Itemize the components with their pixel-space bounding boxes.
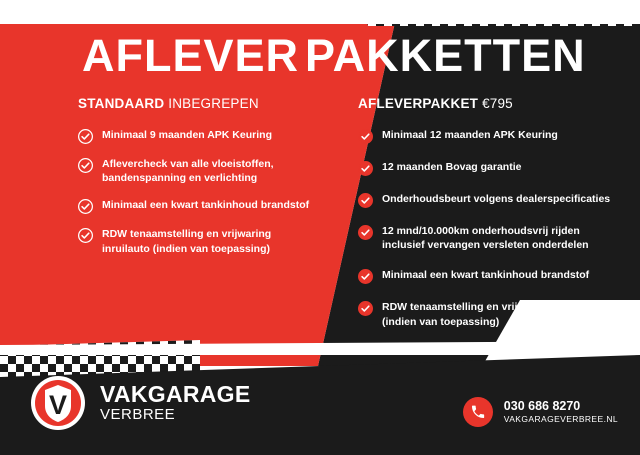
headline-word-one: AFLEVER xyxy=(82,30,300,81)
contact-details xyxy=(504,399,618,426)
list-item xyxy=(78,128,313,144)
list-item xyxy=(358,192,620,208)
list-item xyxy=(358,224,620,252)
list-item-label: RDW tenaamstelling en vrijwaring inruilauto (indien van toepassing) xyxy=(382,301,602,328)
list-item-label: Minimaal 12 maanden APK Keuring xyxy=(382,129,558,141)
phone-icon xyxy=(463,397,493,427)
shield-icon xyxy=(30,375,86,431)
aflever-package-column xyxy=(358,96,620,345)
check-badge-icon xyxy=(78,129,93,144)
check-badge-icon xyxy=(358,193,373,208)
brand-subname: VERBREE xyxy=(100,406,176,424)
list-item xyxy=(358,160,620,176)
list-item-label: Onderhoudsbeurt volgens dealerspecificaties xyxy=(382,193,611,205)
brand-text xyxy=(100,382,251,424)
check-badge-icon xyxy=(358,161,373,176)
list-item-label: Aflevercheck van alle vloeistoffen, bandenspanning en verlichting xyxy=(102,158,274,185)
headline-word-two: PAKKETTEN xyxy=(305,30,586,81)
check-badge-icon xyxy=(78,158,93,173)
standard-title-light: INBEGREPEN xyxy=(168,96,259,111)
top-white-strip xyxy=(0,0,640,24)
list-item-label: 12 mnd/10.000km onderhoudsvrij rijden inclusief vervangen versleten onderdelen xyxy=(382,225,589,252)
standard-title-bold: STANDAARD xyxy=(78,96,165,111)
svg-text:V: V xyxy=(48,390,68,420)
list-item-label: RDW tenaamstelling en vrijwaring inruilauto (indien van toepassing) xyxy=(102,228,272,255)
headline xyxy=(0,26,640,86)
check-badge-icon xyxy=(358,269,373,284)
list-item xyxy=(358,300,620,328)
check-badge-icon xyxy=(78,228,93,243)
list-item xyxy=(78,157,313,185)
check-badge-icon xyxy=(78,199,93,214)
aflever-title-bold: AFLEVERPAKKET xyxy=(358,96,479,111)
standard-package-title xyxy=(78,96,313,111)
list-item-label: Minimaal een kwart tankinhoud brandstof xyxy=(382,269,590,282)
check-badge-icon xyxy=(358,301,373,316)
list-item-label: Minimaal een kwart tankinhoud brandstof xyxy=(102,199,310,212)
contact-block[interactable] xyxy=(463,397,618,427)
list-item-label: Minimaal 9 maanden APK Keuring xyxy=(102,129,272,141)
brand-name: VAKGARAGE xyxy=(100,380,251,407)
standard-package-column xyxy=(78,96,313,269)
website-url[interactable]: VAKGARAGEVERBREE.NL xyxy=(503,414,618,425)
list-item-label: 12 maanden Bovag garantie xyxy=(382,161,522,173)
check-badge-icon xyxy=(358,225,373,240)
phone-number[interactable]: 030 686 8270 xyxy=(503,398,581,413)
footer xyxy=(0,355,640,455)
brand-logo xyxy=(30,375,251,431)
check-badge-icon xyxy=(358,129,373,144)
list-item xyxy=(78,227,313,255)
list-item xyxy=(78,198,313,214)
list-item xyxy=(358,268,620,284)
aflever-package-price: €795 xyxy=(482,96,513,111)
list-item xyxy=(358,128,620,144)
aflever-package-title xyxy=(358,96,620,111)
